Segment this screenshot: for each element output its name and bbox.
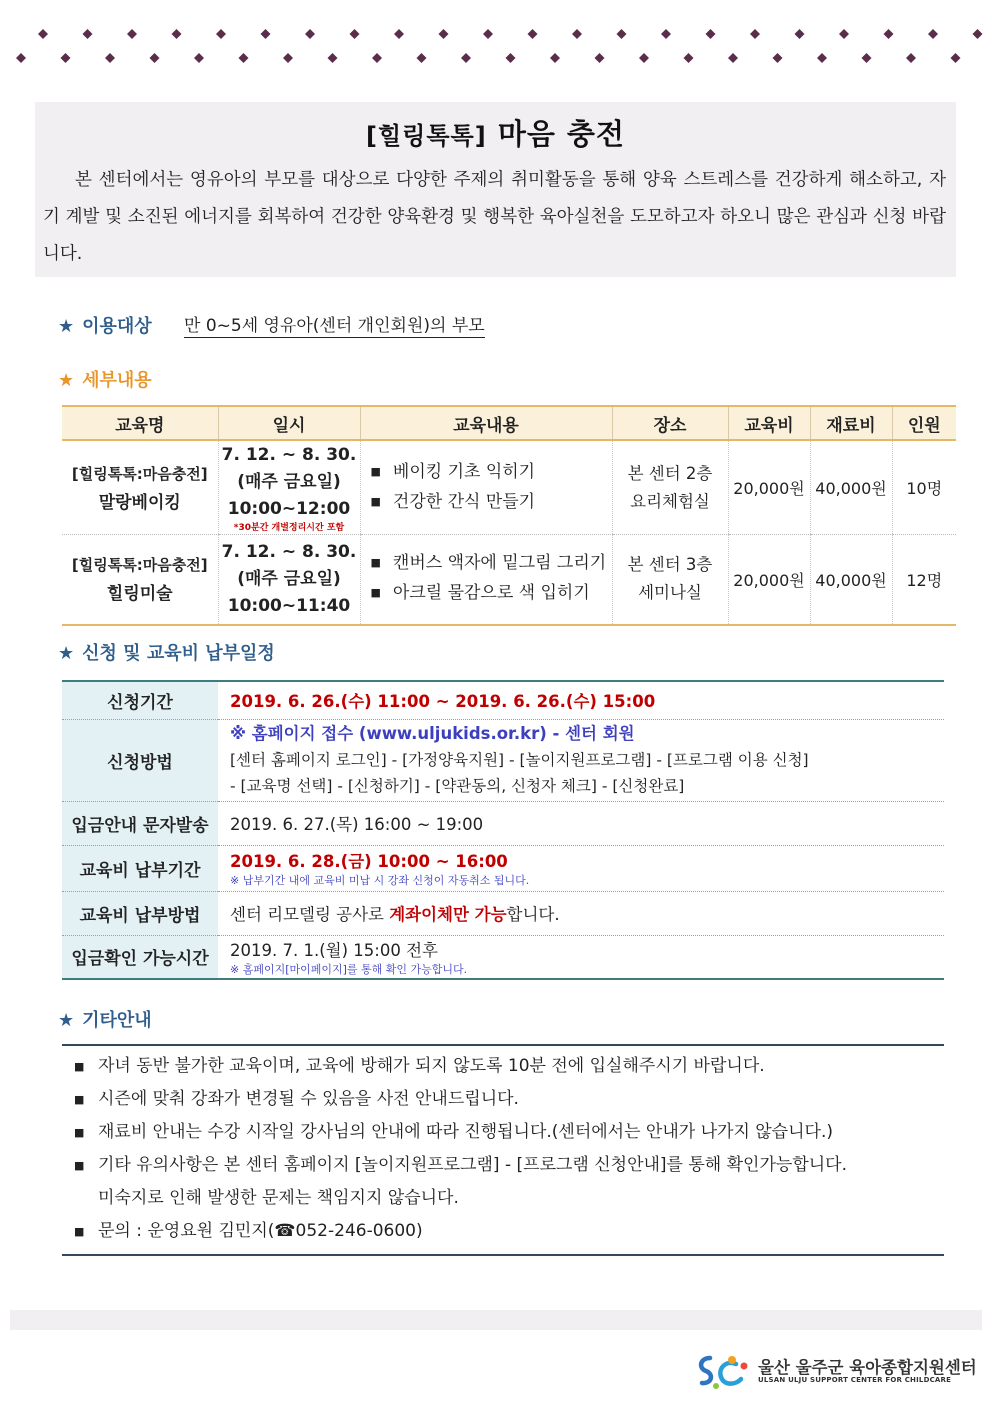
intro-text: 본 센터에서는 영유아의 부모를 대상으로 다양한 주제의 취미활동을 통해 양육 스트레스를 건강하게 해소하고, 자기 계발 및 소진된 에너지를 회복하여 건강한 양육환경 및 행복한 육아실천을 도모하고자 하오니 많은 관심과 신청 바랍니다. <box>43 170 946 264</box>
material-cell: 40,000원 <box>810 535 892 625</box>
list-item: ■ 기타 유의사항은 본 센터 홈페이지 [놀이지원프로그램] - [프로그램 신청안내]를 통해 확인가능합니다. <box>62 1149 944 1182</box>
bullet-square-icon: ■ <box>74 1225 85 1238</box>
table-row <box>62 535 956 625</box>
diamond-shape <box>817 53 827 63</box>
diamond-shape <box>38 29 48 39</box>
confirm-value: 2019. 7. 1.(월) 15:00 전후 ※ 홈페이지[마이페이지]를 통해 확인 가능합니다. <box>218 935 944 979</box>
bullet-square-icon: ■ <box>74 1093 85 1106</box>
section-target: ★ 이용대상 <box>58 316 152 337</box>
apply-table <box>62 680 944 980</box>
diamond-shape <box>973 29 983 39</box>
bullet-square-icon: ■ <box>74 1126 85 1139</box>
diamond-shape <box>750 29 760 39</box>
diamond-border-decoration <box>0 0 992 70</box>
schedule-note: *30분간 개별정리시간 포함 <box>233 523 345 533</box>
diamond-shape <box>617 29 627 39</box>
diamond-shape <box>194 53 204 63</box>
confirm-label: 입금확인 가능시간 <box>62 935 218 979</box>
material-cell: 40,000원 <box>810 440 892 535</box>
section-details: ★ 세부내용 <box>58 370 152 391</box>
schedule-cell: 7. 12. ~ 8. 30. (매주 금요일) 10:00~12:00 *30분간 개별정리시간 포함 <box>218 440 360 535</box>
footer-bar <box>10 1310 982 1330</box>
apply-period-label: 신청기간 <box>62 681 218 719</box>
count-cell: 12명 <box>892 535 956 625</box>
diamond-shape <box>305 29 315 39</box>
diamond-shape <box>283 53 293 63</box>
course-name-cell: [힐링톡톡:마음충전] 힐링미술 <box>62 535 218 625</box>
table-header-row <box>62 406 956 440</box>
bullet-square-icon: ■ <box>370 464 381 478</box>
apply-period-value: 2019. 6. 26.(수) 11:00 ~ 2019. 6. 26.(수) 15:00 <box>218 681 944 719</box>
section-apply: ★ 신청 및 교육비 납부일정 <box>58 643 275 664</box>
table-row <box>62 719 944 801</box>
diamond-shape <box>105 53 115 63</box>
intro-box <box>35 102 956 277</box>
table-row <box>62 845 944 891</box>
diamond-shape <box>483 29 493 39</box>
confirm-note: ※ 홈페이지[마이페이지]를 통해 확인 가능합니다. <box>230 962 468 976</box>
bullet-square-icon: ■ <box>370 586 381 600</box>
star-icon: ★ <box>58 316 75 337</box>
diamond-shape <box>372 53 382 63</box>
diamond-shape <box>506 53 516 63</box>
etc-list <box>62 1044 944 1256</box>
pay-period-value: 2019. 6. 28.(금) 10:00 ~ 16:00 ※ 납부기간 내에 교육비 미납 시 강좌 신청이 자동취소 됩니다. <box>218 845 944 891</box>
diamond-shape <box>684 53 694 63</box>
sms-label: 입금안내 문자발송 <box>62 801 218 845</box>
diamond-shape <box>706 29 716 39</box>
apply-method-value: ※ 홈페이지 접수 (www.uljukids.or.kr) - 센터 회원 [센터 홈페이지 로그인] - [가정양육지원] - [놀이지원프로그램] - [프로그램 이용 신청] - [교육명 선택] - [신청하기] - [약관동의, 신청자 체크] - [신청완료] <box>218 719 944 801</box>
fee-cell: 20,000원 <box>728 440 810 535</box>
pay-method-value: 센터 리모델링 공사로 계좌이체만 가능합니다. <box>218 891 944 935</box>
diamond-shape <box>16 53 26 63</box>
details-table <box>62 405 956 626</box>
pay-period-note: ※ 납부기간 내에 교육비 미납 시 강좌 신청이 자동취소 됩니다. <box>230 874 530 887</box>
diamond-shape <box>439 29 449 39</box>
star-icon: ★ <box>58 643 75 664</box>
course-name-cell: [힐링톡톡:마음충전] 말랑베이킹 <box>62 440 218 535</box>
pay-period-label: 교육비 납부기간 <box>62 845 218 891</box>
target-value: 만 0~5세 영유아(센터 개인회원)의 부모 <box>184 311 485 338</box>
bullet-square-icon: ■ <box>74 1060 85 1073</box>
list-item-continuation: 미숙지로 인해 발생한 문제는 책임지지 않습니다. <box>98 1188 459 1208</box>
diamond-shape <box>216 29 226 39</box>
table-row <box>62 681 944 719</box>
star-icon: ★ <box>58 370 75 391</box>
bullet-square-icon: ■ <box>370 556 381 570</box>
header-cell: 교육비 <box>728 406 810 440</box>
diamond-shape <box>862 53 872 63</box>
diamond-shape <box>328 53 338 63</box>
diamond-shape <box>528 29 538 39</box>
diamond-shape <box>728 53 738 63</box>
diamond-shape <box>417 53 427 63</box>
header-cell: 교육명 <box>62 406 218 440</box>
diamond-shape <box>661 29 671 39</box>
header-cell: 일시 <box>218 406 360 440</box>
list-item: ■ 자녀 동반 불가한 교육이며, 교육에 방해가 되지 않도록 10분 전에 입실해주시기 바랍니다. <box>62 1050 944 1083</box>
diamond-shape <box>350 29 360 39</box>
schedule-cell: 7. 12. ~ 8. 30. (매주 금요일) 10:00~11:40 <box>218 535 360 625</box>
page-title: [힐링톡톡] 마음 충전 <box>366 117 625 151</box>
table-row <box>62 440 956 535</box>
diamond-shape <box>261 29 271 39</box>
diamond-shape <box>928 29 938 39</box>
count-cell: 10명 <box>892 440 956 535</box>
sms-value: 2019. 6. 27.(목) 16:00 ~ 19:00 <box>218 801 944 845</box>
diamond-shape <box>906 53 916 63</box>
place-cell: 본 센터 3층 세미나실 <box>612 535 728 625</box>
diamond-shape <box>550 53 560 63</box>
diamond-shape <box>572 29 582 39</box>
fee-cell: 20,000원 <box>728 535 810 625</box>
list-item: ■ 시즌에 맞춰 강좌가 변경될 수 있음을 사전 안내드립니다. <box>62 1083 944 1116</box>
diamond-shape <box>595 53 605 63</box>
diamond-shape <box>172 29 182 39</box>
diamond-shape <box>127 29 137 39</box>
pay-method-label: 교육비 납부방법 <box>62 891 218 935</box>
header-cell: 인원 <box>892 406 956 440</box>
table-row <box>62 801 944 845</box>
header-cell: 재료비 <box>810 406 892 440</box>
table-row <box>62 935 944 979</box>
table-row <box>62 891 944 935</box>
diamond-shape <box>773 53 783 63</box>
diamond-shape <box>394 29 404 39</box>
center-logo-icon <box>696 1352 752 1392</box>
diamond-shape <box>461 53 471 63</box>
list-item: ■ 문의 : 운영요원 김민지(☎052-246-0600) <box>62 1215 944 1248</box>
header-cell: 장소 <box>612 406 728 440</box>
diamond-shape <box>795 29 805 39</box>
apply-method-label: 신청방법 <box>62 719 218 801</box>
star-icon: ★ <box>58 1010 75 1031</box>
diamond-shape <box>239 53 249 63</box>
diamond-shape <box>839 29 849 39</box>
section-etc: ★ 기타안내 <box>58 1010 152 1031</box>
bullet-square-icon: ■ <box>370 494 381 508</box>
list-item: ■ 재료비 안내는 수강 시작일 강사님의 안내에 따라 진행됩니다.(센터에서는 안내가 나가지 않습니다.) <box>62 1116 944 1149</box>
content-cell: ■ 캔버스 액자에 밑그림 그리기 ■ 아크릴 물감으로 색 입히기 <box>360 535 612 625</box>
diamond-shape <box>83 29 93 39</box>
diamond-shape <box>639 53 649 63</box>
diamond-shape <box>951 53 961 63</box>
center-logo: 울산 울주군 육아종합지원센터 ULSAN ULJU SUPPORT CENTER FOR CHILDCARE <box>696 1352 976 1392</box>
bullet-square-icon: ■ <box>74 1159 85 1172</box>
place-cell: 본 센터 2층 요리체험실 <box>612 440 728 535</box>
diamond-shape <box>61 53 71 63</box>
diamond-shape <box>884 29 894 39</box>
diamond-shape <box>150 53 160 63</box>
homepage-link[interactable]: ※ 홈페이지 접수 (www.uljukids.or.kr) - 센터 회원 <box>230 724 635 743</box>
content-cell: ■ 베이킹 기초 익히기 ■ 건강한 간식 만들기 <box>360 440 612 535</box>
header-cell: 교육내용 <box>360 406 612 440</box>
